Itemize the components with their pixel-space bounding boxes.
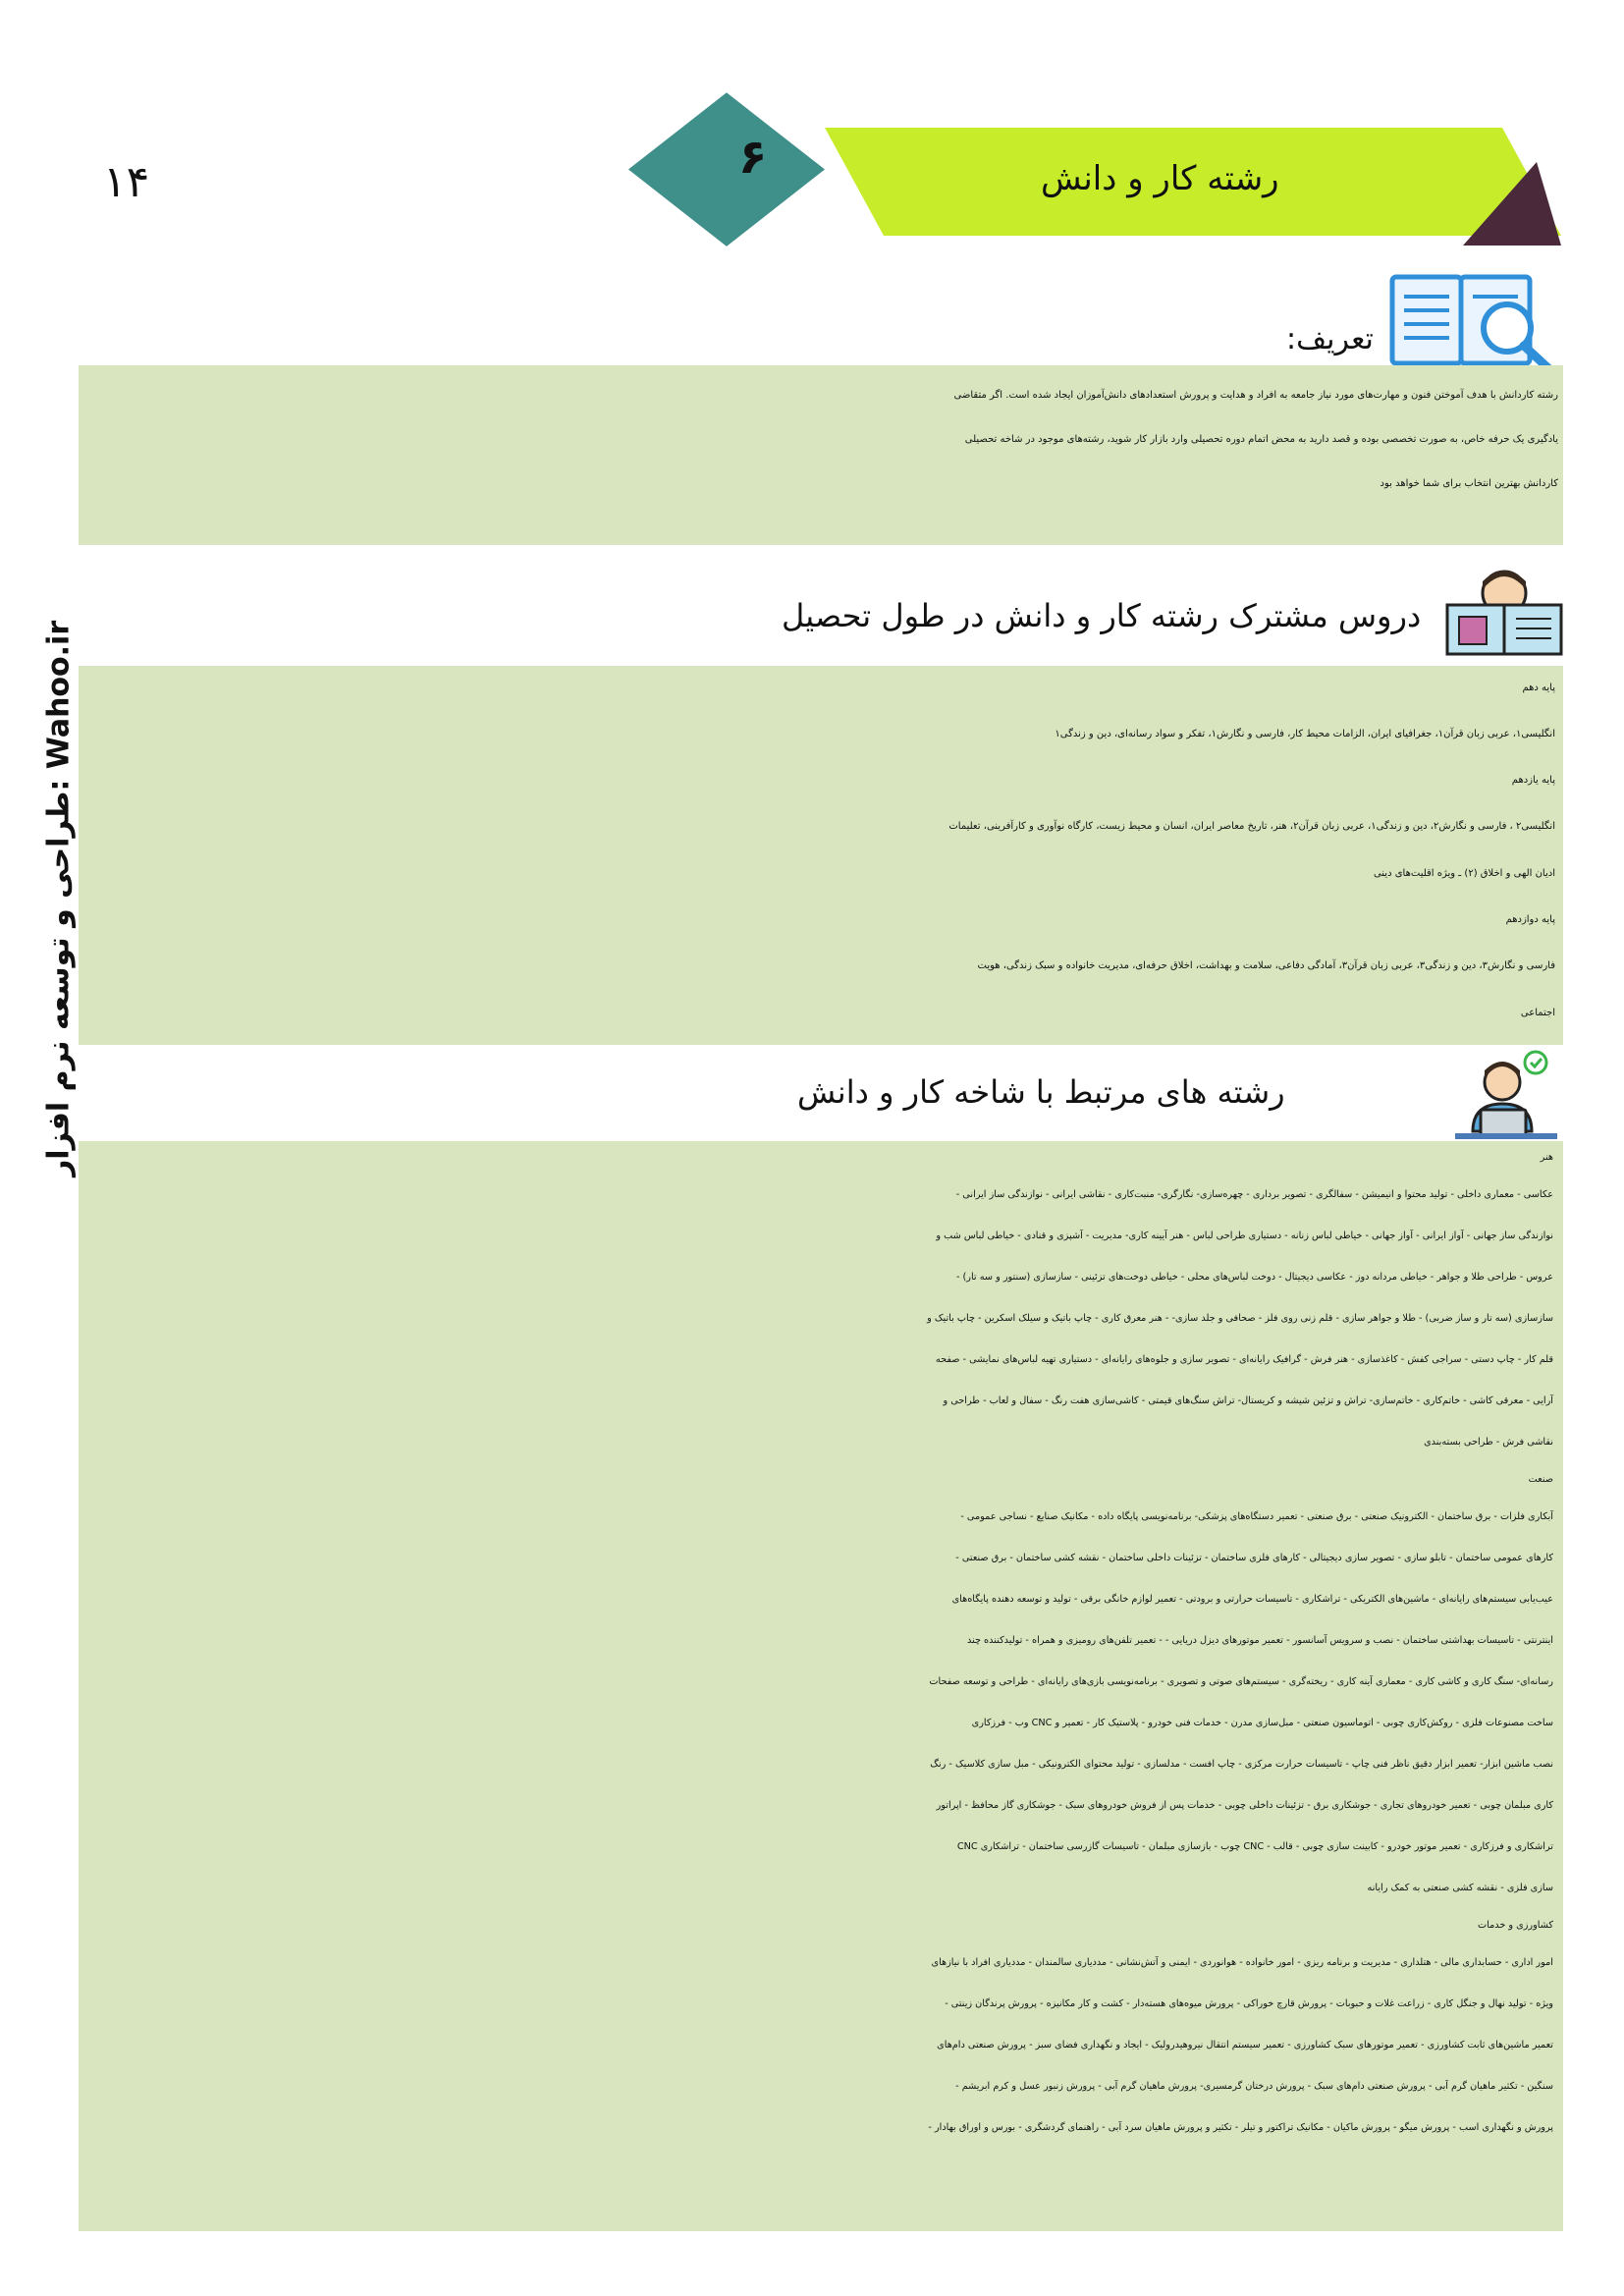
field-line: ویژه - تولید نهال و جنگل کاری - زراعت غلات و حبوبات - پرورش قارچ خوراکی - پرورش میوه‌های هسته‌دار - کشت و کار مکانیزه - پرورش پرندگان زینتی -	[945, 1998, 1553, 2009]
field-line: عروس - طراحی طلا و جواهر - خیاطی مردانه دوز - عکاسی دیجیتال - دوخت لباس‌های محلی - خیاطی دوخت‌های تزئینی - سازسازی (سنتور و سه تار) -	[955, 1272, 1553, 1283]
student-reading-icon	[1443, 568, 1566, 658]
field-line: امور اداری - حسابداری مالی - هتلداری - مدیریت و برنامه ریزی - امور خانواده - هوانوردی - ایمنی و آتش‌نشانی - مددیاری سالمندان - مددیاری افراد با نیازهای	[931, 1957, 1553, 1968]
section-name: صنعت	[1528, 1474, 1553, 1485]
common-courses-title: دروس مشترک رشته کار و دانش در طول تحصیل	[782, 597, 1422, 634]
related-fields-box	[79, 1141, 1563, 2231]
field-line: سنگین - تکثیر ماهیان گرم آبی - پرورش صنعتی دام‌های سبک - پرورش درختان گرمسیری- پرورش ماهیان گرم آبی - پرورش زنبور عسل و کرم ابریشم -	[955, 2081, 1553, 2092]
grade-courses: اجتماعی	[1520, 1008, 1555, 1018]
page-number: ۱۴	[103, 157, 150, 207]
side-credit-text: طراحی و توسعه نرم افزار: Wahoo.ir	[41, 620, 77, 1177]
field-line: ساخت مصنوعات فلزی - روکش‌کاری چوبی - اتوماسیون صنعتی - مبل‌سازی مدرن - خدمات فنی خودرو - پلاستیک کار - تعمیر و CNC وب - فرزکاری	[971, 1718, 1553, 1728]
field-line: آرایی - معرقی کاشی - خاتم‌کاری - خاتم‌سازی- تراش و تزئین شیشه و کریستال- تراش سنگ‌های قیمتی - کاشی‌سازی هفت رنگ - سفال و لعاب - طراحی و	[943, 1395, 1553, 1406]
field-line: اینترنتی - تاسیسات بهداشتی ساختمان - نصب و سرویس آسانسور - تعمیر موتورهای دیزل دریایی - - تعمیر تلفن‌های رومیزی و همراه - تولیدکننده چند	[966, 1635, 1553, 1646]
grade-courses: انگلیسی۲ ، فارسی و نگارش۲، دین و زندگی۱، عربی زبان قرآن۲، هنر، تاریخ معاصر ایران، انسان و محیط زیست، کارگاه نوآوری و کارآفرینی، تعلیمات	[948, 821, 1555, 832]
field-line: تعمیر ماشین‌های ثابت کشاورزی - تعمیر موتورهای سبک کشاورزی - تعمیر سیستم انتقال نیروهیدرولیک - ایجاد و نگهداری فضای سبز - پرورش صنعتی دام‌های	[937, 2040, 1553, 2050]
field-line: سازی فلزی - نقشه کشی صنعتی به کمک رایانه	[1367, 1883, 1553, 1893]
related-fields-title: رشته های مرتبط با شاخه کار و دانش	[797, 1073, 1285, 1111]
field-line: آبکاری فلزات - برق ساختمان - الکترونیک صنعتی - برق صنعتی - تعمیر دستگاه‌های پزشکی- برنامه‌نویسی پایگاه داده - مکانیک صنایع - نساجی عمومی -	[960, 1511, 1553, 1522]
section-name: هنر	[1540, 1152, 1553, 1163]
chapter-title: رشته کار و دانش	[1041, 159, 1279, 198]
field-line: نصب ماشین ابزار- تعمیر ابزار دقیق ناظر فنی چاپ - تاسیسات حرارت مرکزی - چاپ افست - مدلسازی - تولید محتوای الکترونیکی - مبل سازی کلاسیک - رنگ	[930, 1759, 1553, 1770]
definition-title: تعریف:	[1286, 322, 1374, 356]
field-line: رسانه‌ای- سنگ کاری و کاشی کاری - معماری آینه کاری - ریخته‌گری - سیستم‌های صوتی و تصویری - برنامه‌نویسی بازی‌های رایانه‌ای - طراحی و توسعه صفحات	[929, 1676, 1553, 1687]
definition-line: کاردانش بهترین انتخاب برای شما خواهد بود	[1380, 478, 1558, 489]
field-line: قلم کار - چاپ دستی - سراجی کفش - کاغذسازی - هنر فرش - گرافیک رایانه‌ای - تصویر سازی و جلوه‌های رایانه‌ای - دستیاری تهیه لباس‌های نمایشی - صفحه	[935, 1354, 1553, 1365]
definition-box	[79, 365, 1563, 545]
field-line: عیب‌یابی سیستم‌های رایانه‌ای - ماشین‌های الکتریکی - تراشکاری - تاسیسات حرارتی و برودتی - تعمیر لوازم خانگی برقی - تولید و توسعه دهنده پایگاه‌های	[951, 1594, 1553, 1605]
grade-name: پایه یازدهم	[1511, 775, 1555, 786]
field-line: نقاشی فرش - طراحی بسته‌بندی	[1424, 1437, 1553, 1448]
section-name: کشاورزی و خدمات	[1478, 1920, 1553, 1931]
grade-name: پایه دهم	[1522, 683, 1555, 693]
grade-courses: انگلیسی۱، عربی زبان قرآن۱، جغرافیای ایران، الزامات محیط کار، فارسی و نگارش۱، تفکر و سواد رسانه‌ای، دین و زندگی۱	[1055, 729, 1555, 739]
field-line: کارهای عمومی ساختمان - تابلو سازی - تصویر سازی دیجیتالی - کارهای فلزی ساختمان - تزئینات داخلی ساختمان - نقشه کشی ساختمان - برق صنعتی -	[955, 1553, 1553, 1563]
banner-diamond	[628, 92, 825, 246]
field-line: عکاسی - معماری داخلی - تولید محتوا و انیمیشن - سفالگری - تصویر برداری - چهره‌سازی- نگارگری- منبت‌کاری - نقاشی ایرانی - نوازندگی ساز ایرانی -	[955, 1189, 1553, 1200]
grade-courses: فارسی و نگارش۳، دین و زندگی۳، عربی زبان قرآن۳، آمادگی دفاعی، سلامت و بهداشت، اخلاق حرفه‌ای، مدیریت خانواده و سبک زندگی، هویت	[977, 960, 1555, 971]
field-line: کاری مبلمان چوبی - تعمیر خودروهای تجاری - جوشکاری برق - تزئینات داخلی چوبی - خدمات پس از فروش خودروهای سبک - جوشکاری گاز محافظ - اپراتور	[936, 1800, 1553, 1811]
definition-line: یادگیری یک حرفه خاص، به صورت تخصصی بوده و قصد دارید به محض اتمام دوره تحصیلی وارد بازار کار شوید، رشته‌های موجود در شاخه تحصیلی	[964, 434, 1558, 445]
person-laptop-icon	[1451, 1049, 1561, 1142]
common-courses-box	[79, 666, 1563, 1045]
definition-line: رشته کاردانش با هدف آموختن فنون و مهارت‌های مورد نیاز جامعه به افراد و هدایت و پرورش استعدادهای دانش‌آموزان ایجاد شده است. اگر متقاضی	[953, 390, 1558, 401]
grade-name: پایه دوازدهم	[1505, 914, 1555, 925]
field-line: پرورش و نگهداری اسب - پرورش میگو - پرورش ماکیان - مکانیک تراکتور و تیلر - تکثیر و پرورش ماهیان سرد آبی - راهنمای گردشگری - بورس و اوراق بهادار -	[928, 2122, 1553, 2133]
field-line: نوازندگی ساز جهانی - آواز ایرانی - آواز جهانی - خیاطی لباس زنانه - دستیاری طراحی لباس - هنر آیینه کاری- مدیریت - آشپزی و قنادی - خیاطی لباس شب و	[936, 1230, 1553, 1241]
grade-courses: ادیان الهی و اخلاق (۲) ـ ویژه اقلیت‌های دینی	[1373, 868, 1555, 879]
chapter-number: ۶	[738, 130, 768, 185]
book-search-icon	[1384, 267, 1566, 375]
field-line: سازسازی (سه تار و ساز ضربی) - طلا و جواهر سازی - قلم زنی روی فلز - صحافی و جلد سازی- - هنر معرق کاری - چاپ باتیک و سیلک اسکرین - چاپ باتیک و	[927, 1313, 1553, 1324]
field-line: تراشکاری و فرزکاری - تعمیر موتور خودرو - کابینت سازی چوبی - قالب - CNC چوب - بازسازی مبلمان - تاسیسات گازرسی ساختمان - تراشکاری CNC	[956, 1841, 1553, 1852]
